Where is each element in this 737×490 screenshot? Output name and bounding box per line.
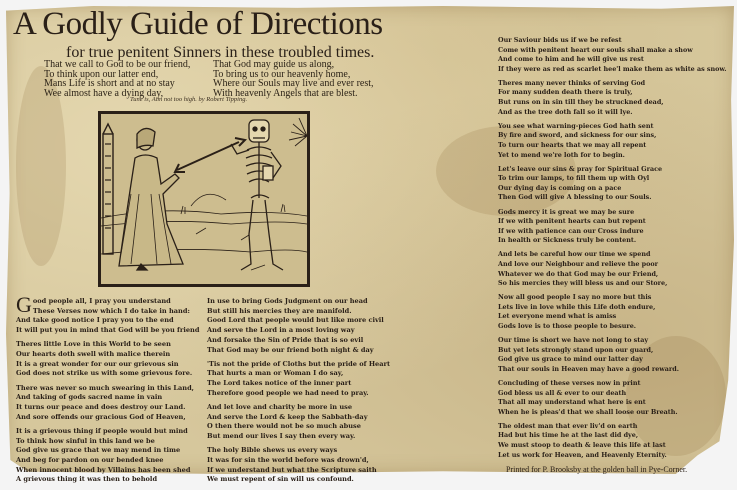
stanza [16,292,200,336]
verse-line: It is a great wonder for our our grievous sin [16,359,179,368]
verse-line: Theres many never thinks of serving God [498,78,646,87]
stanza [207,446,390,485]
verse-line: It turns our peace and does destroy our Land. [16,403,186,412]
verse-line: Now all good people I say no more but this [498,293,652,302]
verse-line: That we call to God to be our friend, [44,59,191,70]
stanza [498,336,727,374]
verse-line: That all may understand what here is ent [498,398,646,407]
verse-line: The oldest man that ever liv'd on earth [498,421,638,430]
intro-verse-right [213,60,374,98]
verse-column-left [16,292,200,490]
verse-line: And taking of gods sacred name in vain [16,393,163,402]
sun-icon [289,118,307,146]
verse-line: That our souls in Heaven may have a good reward. [498,364,679,373]
stanza [498,379,727,417]
stanza [498,293,727,331]
stanza [498,36,727,74]
verse-line: Whatever we do that God may be our Friend, [498,269,659,278]
document-title: A Godly Guide of Directions [13,6,383,42]
verse-line: To trim our lamps, to fill them up with Oyl [498,174,650,183]
verse-line: And come to him and he will give us rest [498,55,644,64]
verse-line: Wee almost have a dying day, [44,87,164,99]
verse-line: And lets be careful how our time we spend [498,250,651,259]
verse-line: A grievous thing it was then to behold [16,475,158,484]
verse-line: Theres little Love in this World to be seen [16,340,171,349]
verse-line: We must repent of sin will us confound. [207,475,354,484]
verse-line: If we with penitent hearts can but repent [498,217,646,226]
tower-icon [103,124,113,254]
verse-line: ood people all, I pray you understand [32,297,171,305]
verse-line: You see what warning-pieces God hath sent [498,121,654,130]
verse-line: God give us grace that we may mend in time [16,446,181,455]
verse-line: The Lord takes notice of the inner part [207,379,352,388]
verse-line: The holy Bible shews us every ways [207,446,338,455]
verse-line: It was for sin the world before was drown'd, [207,456,369,465]
verse-line: And forsake the Sin of Pride that is so evil [207,335,364,344]
verse-line: To turn our hearts that we may all repent [498,140,647,149]
woman-figure [119,128,183,270]
verse-line: Let everyone mend what is amiss [498,312,617,321]
stanza [207,403,390,442]
verse-line: These Verses now which I do take in hand: [32,306,190,315]
verse-line: Our hearts doth swell with malice therein [16,350,171,359]
verse-line: In use to bring Gods Judgment on our head [207,297,368,305]
intro-verse-left [44,60,190,98]
stanza [498,208,727,246]
verse-line: And take good notice I pray you to the end [16,316,174,325]
verse-line: And love our Neighbour and relieve the poor [498,259,658,268]
stanza [498,422,727,460]
verse-line: Lets live in love while this Life doth endure, [498,302,656,311]
verse-line: 'Tis not the pride of Cloths but the pride of Heart [207,359,391,368]
tune-note: Tune is, Aim not too high. by Robert Tipping. [130,96,248,103]
verse-line: To think how sinful in this land we be [16,436,155,445]
verse-line: With heavenly Angels that are blest. [213,87,358,99]
verse-line: Therefore good people we had need to pray. [207,388,369,397]
verse-line: Had but his time he at the last did dye, [498,431,639,440]
verse-line: So his mercies they will bless us and our Store, [498,279,668,288]
verse-line: When innocent blood by Villains has been shed [16,465,191,474]
woodcut-illustration [98,111,310,287]
stanza [16,340,199,379]
verse-line: If they were as red as scarlet hee'l make them as white as snow. [498,64,727,73]
verse-line: But yet lets strongly stand upon our guard, [498,345,654,354]
verse-line: Come with penitent heart our souls shall make a show [498,45,693,54]
verse-line: Yet to mend we're loth for to begin. [498,150,625,159]
verse-line: For many sudden death there is truly, [498,88,633,97]
arrow-icon [175,138,245,172]
verse-line: Mans Life is short and at no stay [44,78,175,90]
verse-line: And as the tree doth fall so it will lye. [498,107,633,116]
verse-line: And let love and charity be more in use [207,403,353,412]
verse-line: If we understand but what the Scripture saith [207,465,377,474]
stanza [498,250,727,288]
woodcut-image [101,114,307,284]
verse-line: Then God will give A blessing to our Souls. [498,193,652,202]
verse-line: God does not strike us with some grievous fore. [16,369,193,378]
drop-cap: G [16,292,32,317]
document-subtitle: for true penitent Sinners in these troubled times. [66,44,375,61]
verse-line: And serve the Lord in a most loving way [207,326,355,335]
verse-line: Gods love is to those people to besure. [498,322,637,331]
verse-line: God bless us all & ever to our death [498,388,627,397]
verse-line: When he is pleas'd that we shall loose our Breath. [498,407,678,416]
verse-line: God give us grace to mind our latter day [498,355,643,364]
verse-line: Good Lord that people would but like more civil [207,316,384,325]
verse-column-right [498,36,727,474]
verse-line: Where our Souls may live and ever rest, [213,78,374,90]
verse-line: It is a grievous thing if people would but mind [16,426,188,435]
verse-line: O then there would not be so much abuse [207,422,361,431]
stanza [207,297,390,355]
stanza [16,384,199,423]
verse-line: If we with patience can our Cross indure [498,226,644,235]
verse-line: Our Saviour bids us if we be refest [498,36,622,44]
verse-line: In health or Sickness truly be content. [498,236,637,245]
stanza [498,79,727,117]
verse-line: Our dying day is coming on a pace [498,183,622,192]
verse-line: And beg for pardon on our bended knee [16,456,164,465]
verse-line: There was never so much swearing in this Land, [16,383,194,392]
verse-line: That God may be our friend both night & day [207,345,374,354]
verse-line: Concluding of these verses now in print [498,379,641,387]
verse-line: To bring us to our heavenly home, [213,68,351,80]
verse-line: And serve the Lord & keep the Sabbath-day [207,412,368,421]
verse-line: Let's leave our sins & pray for Spiritual Grace [498,164,663,173]
verse-line: We must stoop to death & leave this life at last [498,441,666,450]
verse-line: By fire and sword, and sickness for our sins, [498,131,657,140]
verse-line: And sore offends our gracious God of Heaven, [16,412,186,421]
verse-column-middle [207,297,390,490]
verse-line: Gods mercy it is great we may be sure [498,207,635,216]
verse-line: That hurts a man or Woman I do say, [207,369,344,378]
verse-line: Our time is short we have not long to stay [498,336,649,345]
stanza [498,165,727,203]
verse-line: That God may guide us along, [213,59,335,70]
verse-line: But still his mercies they are manifold. [207,306,352,315]
printer-imprint: Printed for P. Brooksby at the golden ball in Pye-Corner. [506,464,688,474]
verse-line: It will put you in mind that God will be you friend [16,326,200,335]
stanza [16,427,199,485]
verse-line: To think upon our latter end, [44,68,159,80]
verse-line: But mend our lives I say then every way. [207,432,356,441]
verse-line: But runs on in sin till they be struckned dead, [498,98,664,107]
stanza [207,360,390,399]
stanza [498,122,727,160]
verse-line: Let us work for Heaven, and Heavenly Eternity. [498,450,667,459]
